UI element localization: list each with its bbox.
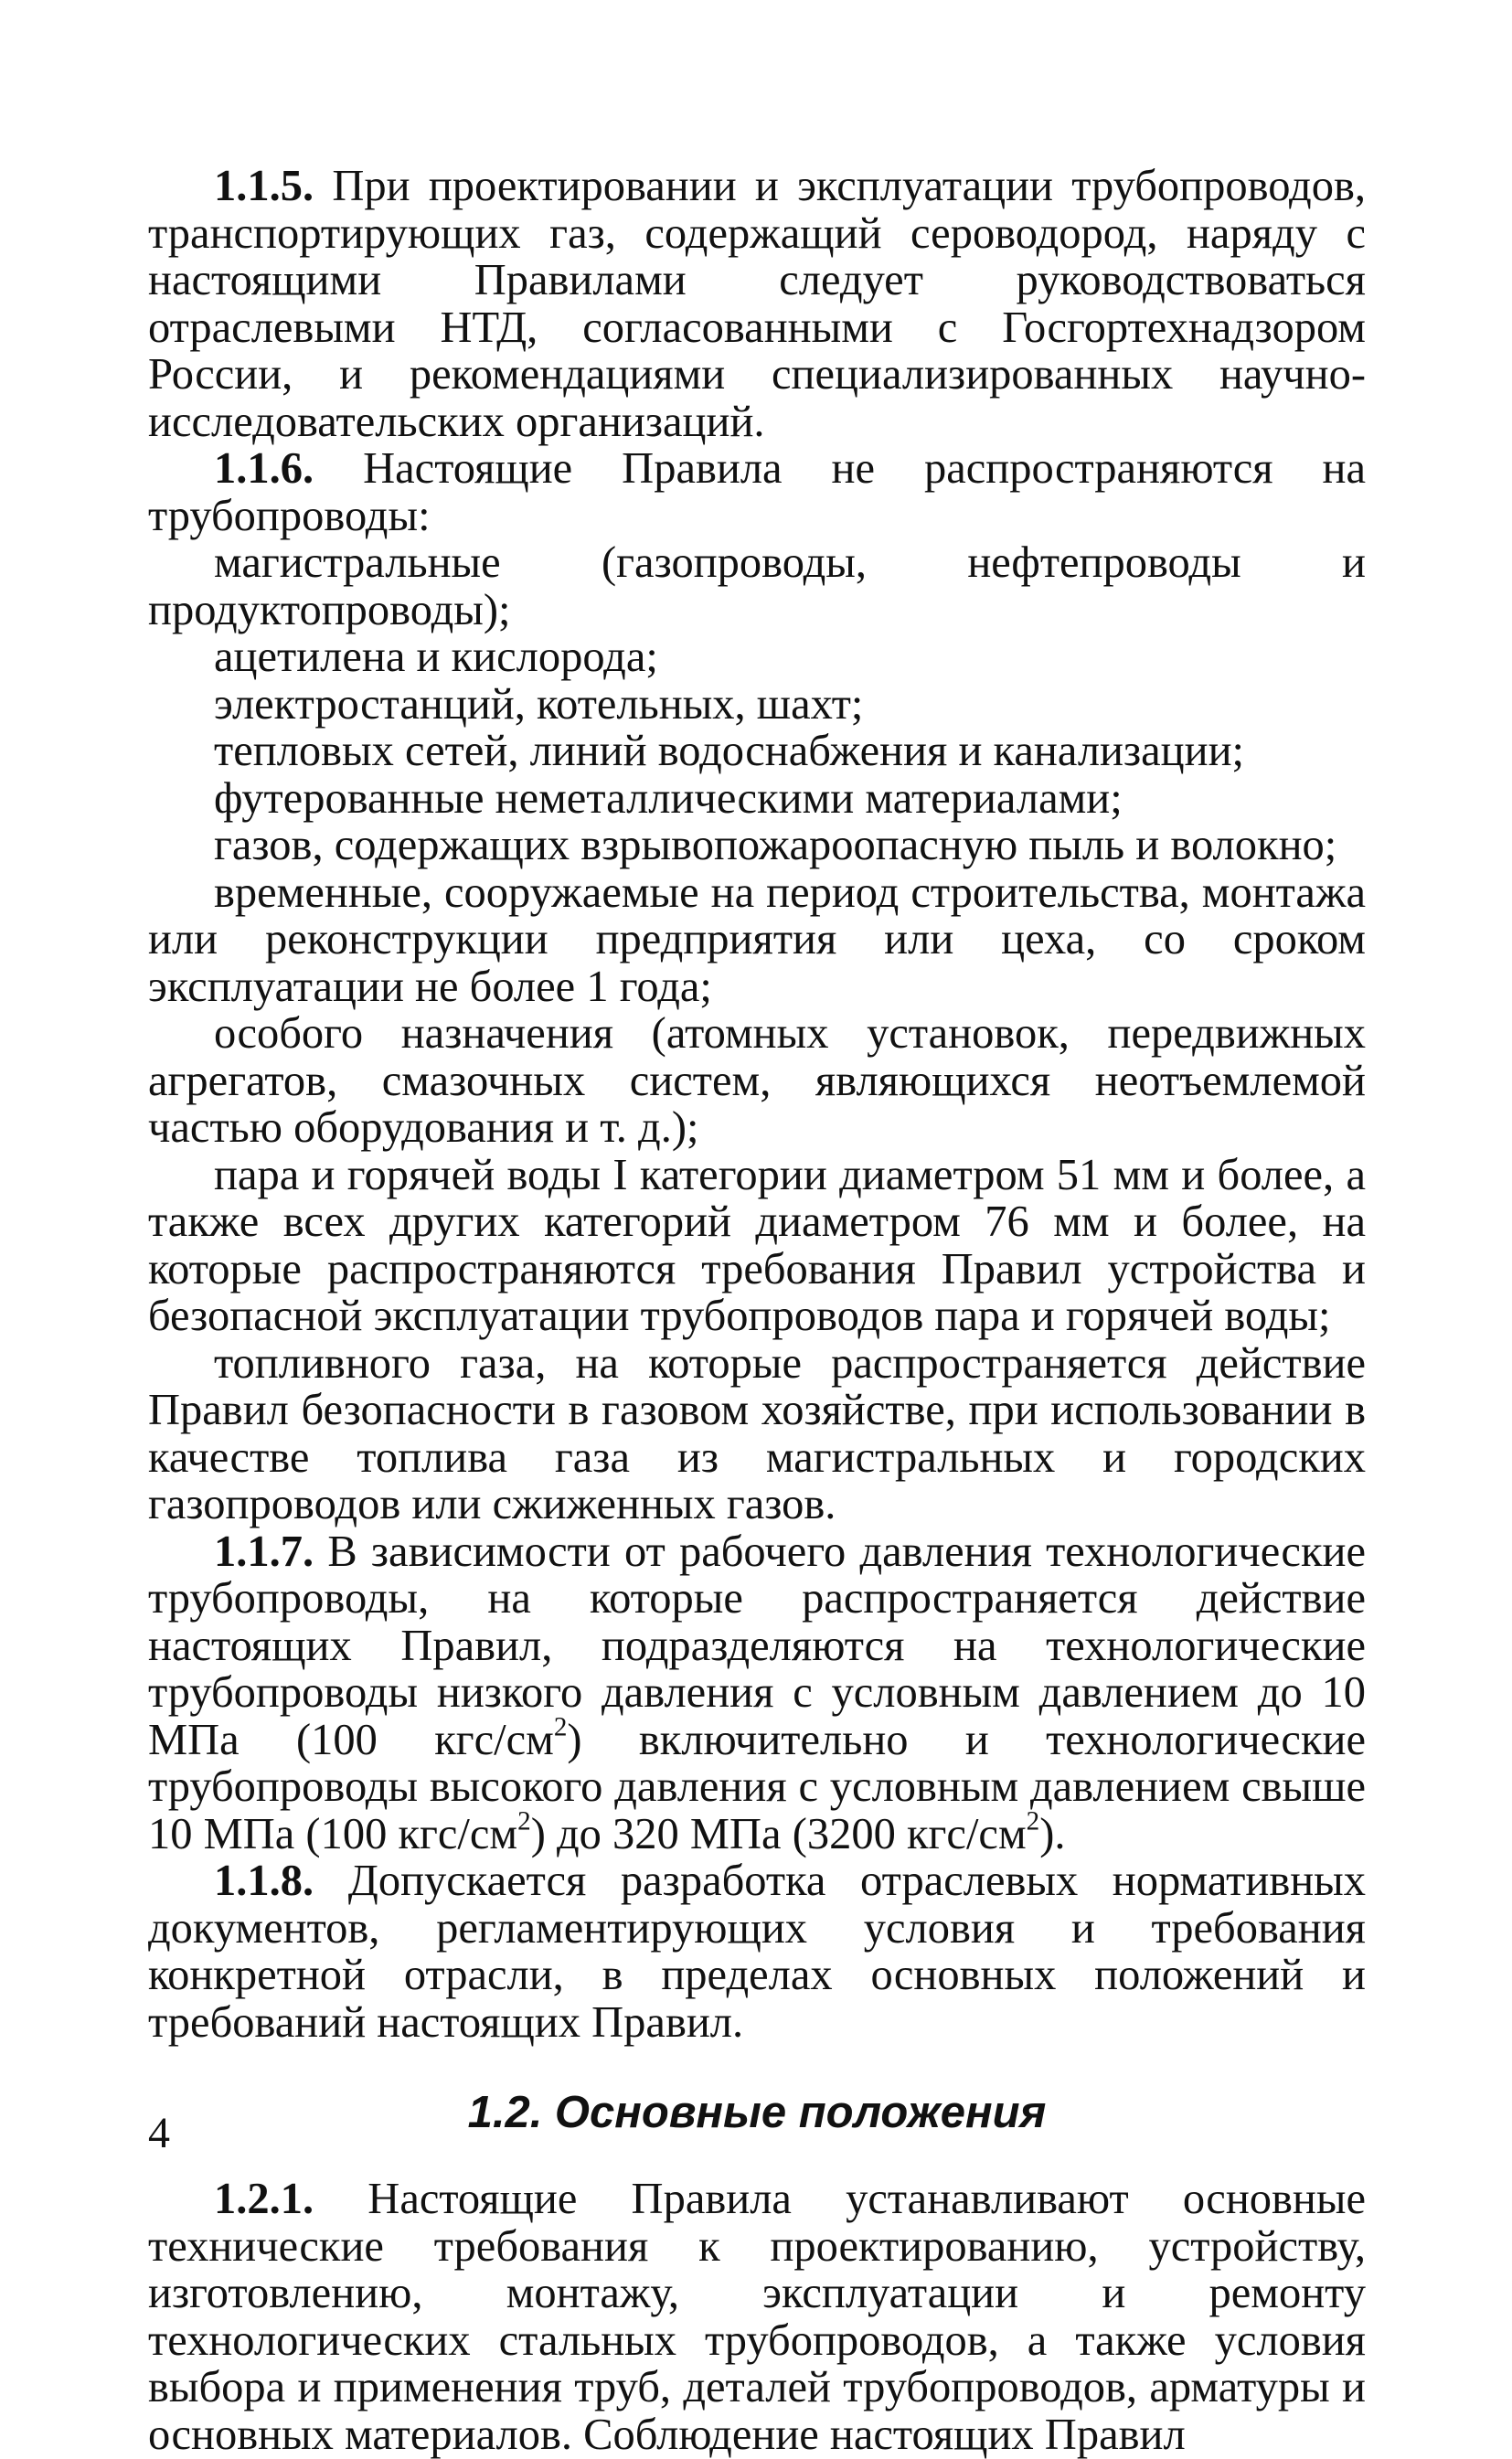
page-number: 4: [148, 2109, 170, 2157]
superscript: 2: [1026, 1806, 1040, 1836]
paragraph-text: При проектировании и эксплуатации трубопроводов, транспортирующих газ, содержащий сероводород, наряду с настоящими Правилами следует руководствоваться отраслевыми НТД, согласованными с Госгортехнадзором России, и рекомендациями специализированных научно-исследовательских организаций.: [148, 162, 1367, 446]
paragraph-text: Настоящие Правила устанавливают основные технические требования к проектированию, устройству, изготовлению, монтажу, эксплуатации и ремонту технологических стальных трубопроводов, а также условия выбора и применения труб, деталей трубопроводов, арматуры и основных материалов. Соблюдение настоящих Правил: [148, 2175, 1366, 2459]
superscript: 2: [517, 1806, 531, 1836]
paragraph-number: 1.1.7.: [214, 1527, 314, 1576]
list-item: пара и горячей воды I категории диаметром 51 мм и более, а также всех других категорий диаметром 76 мм и более, на которые распространяются требования Правил устройства и безопасной эксплуатации трубопроводов пара и горячей воды;: [148, 1150, 1366, 1340]
list-item: газов, содержащих взрывопожароопасную пыль и волокно;: [214, 821, 1337, 869]
list-item: особого назначения (атомных установок, передвижных агрегатов, смазочных систем, являющихся неотъемлемой частью оборудования и т. д.);: [148, 1009, 1366, 1152]
paragraph-number: 1.1.8.: [214, 1857, 314, 1905]
paragraph-text: ).: [1039, 1809, 1066, 1858]
list-item: тепловых сетей, линий водоснабжения и канализации;: [214, 727, 1245, 775]
paragraph-text: Настоящие Правила не распространяются на трубопроводы:: [148, 444, 1367, 540]
list-item: ацетилена и кислорода;: [214, 633, 658, 681]
page-body: [148, 163, 1366, 2458]
paragraph-text: ) до 320 МПа (3200 кгс/см: [530, 1809, 1027, 1858]
paragraph-number: 1.2.1.: [214, 2175, 314, 2223]
list-item: временные, сооружаемые на период строительства, монтажа или реконструкции предприятия или цеха, со сроком эксплуатации не более 1 года;: [148, 868, 1366, 1011]
paragraph-text: В зависимости от рабочего давления технологические трубопроводы, на которые распространяется действие настоящих Правил, подразделяются на технологические трубопроводы низкого давления с условным давлением до 10 МПа (100 кгс/см: [148, 1527, 1366, 1764]
paragraph-1-1-5: [148, 163, 1366, 445]
list-item: топливного газа, на которые распространяется действие Правил безопасности в газовом хозяйстве, при использовании в качестве топлива газа из магистральных и городских газопроводов или сжиженных газов.: [148, 1338, 1366, 1528]
paragraph-number: 1.1.5.: [214, 162, 314, 210]
superscript: 2: [553, 1712, 568, 1742]
paragraph-1-1-8: [148, 1858, 1366, 2046]
paragraph-text: ) включительно и технологические трубопроводы высокого давления с условным давлением свыше 10 МПа (100 кгс/см: [148, 1715, 1366, 1858]
section-heading: 1.2. Основные положения: [467, 2088, 1047, 2137]
paragraph-1-1-6: [148, 445, 1366, 539]
list-item: футерованные неметаллическими материалами;: [214, 773, 1123, 823]
list-item: магистральные (газопроводы, нефтепроводы и продуктопроводы);: [148, 538, 1366, 634]
list-item: электростанций, котельных, шахт;: [214, 679, 864, 729]
paragraph-1-1-7: [148, 1528, 1366, 1858]
paragraph-1-2-1: [148, 2176, 1366, 2458]
paragraph-number: 1.1.6.: [214, 444, 314, 493]
paragraph-text: Допускается разработка отраслевых нормативных документов, регламентирующих условия и требования конкретной отрасли, в пределах основных положений и требований настоящих Правил.: [148, 1857, 1367, 2047]
